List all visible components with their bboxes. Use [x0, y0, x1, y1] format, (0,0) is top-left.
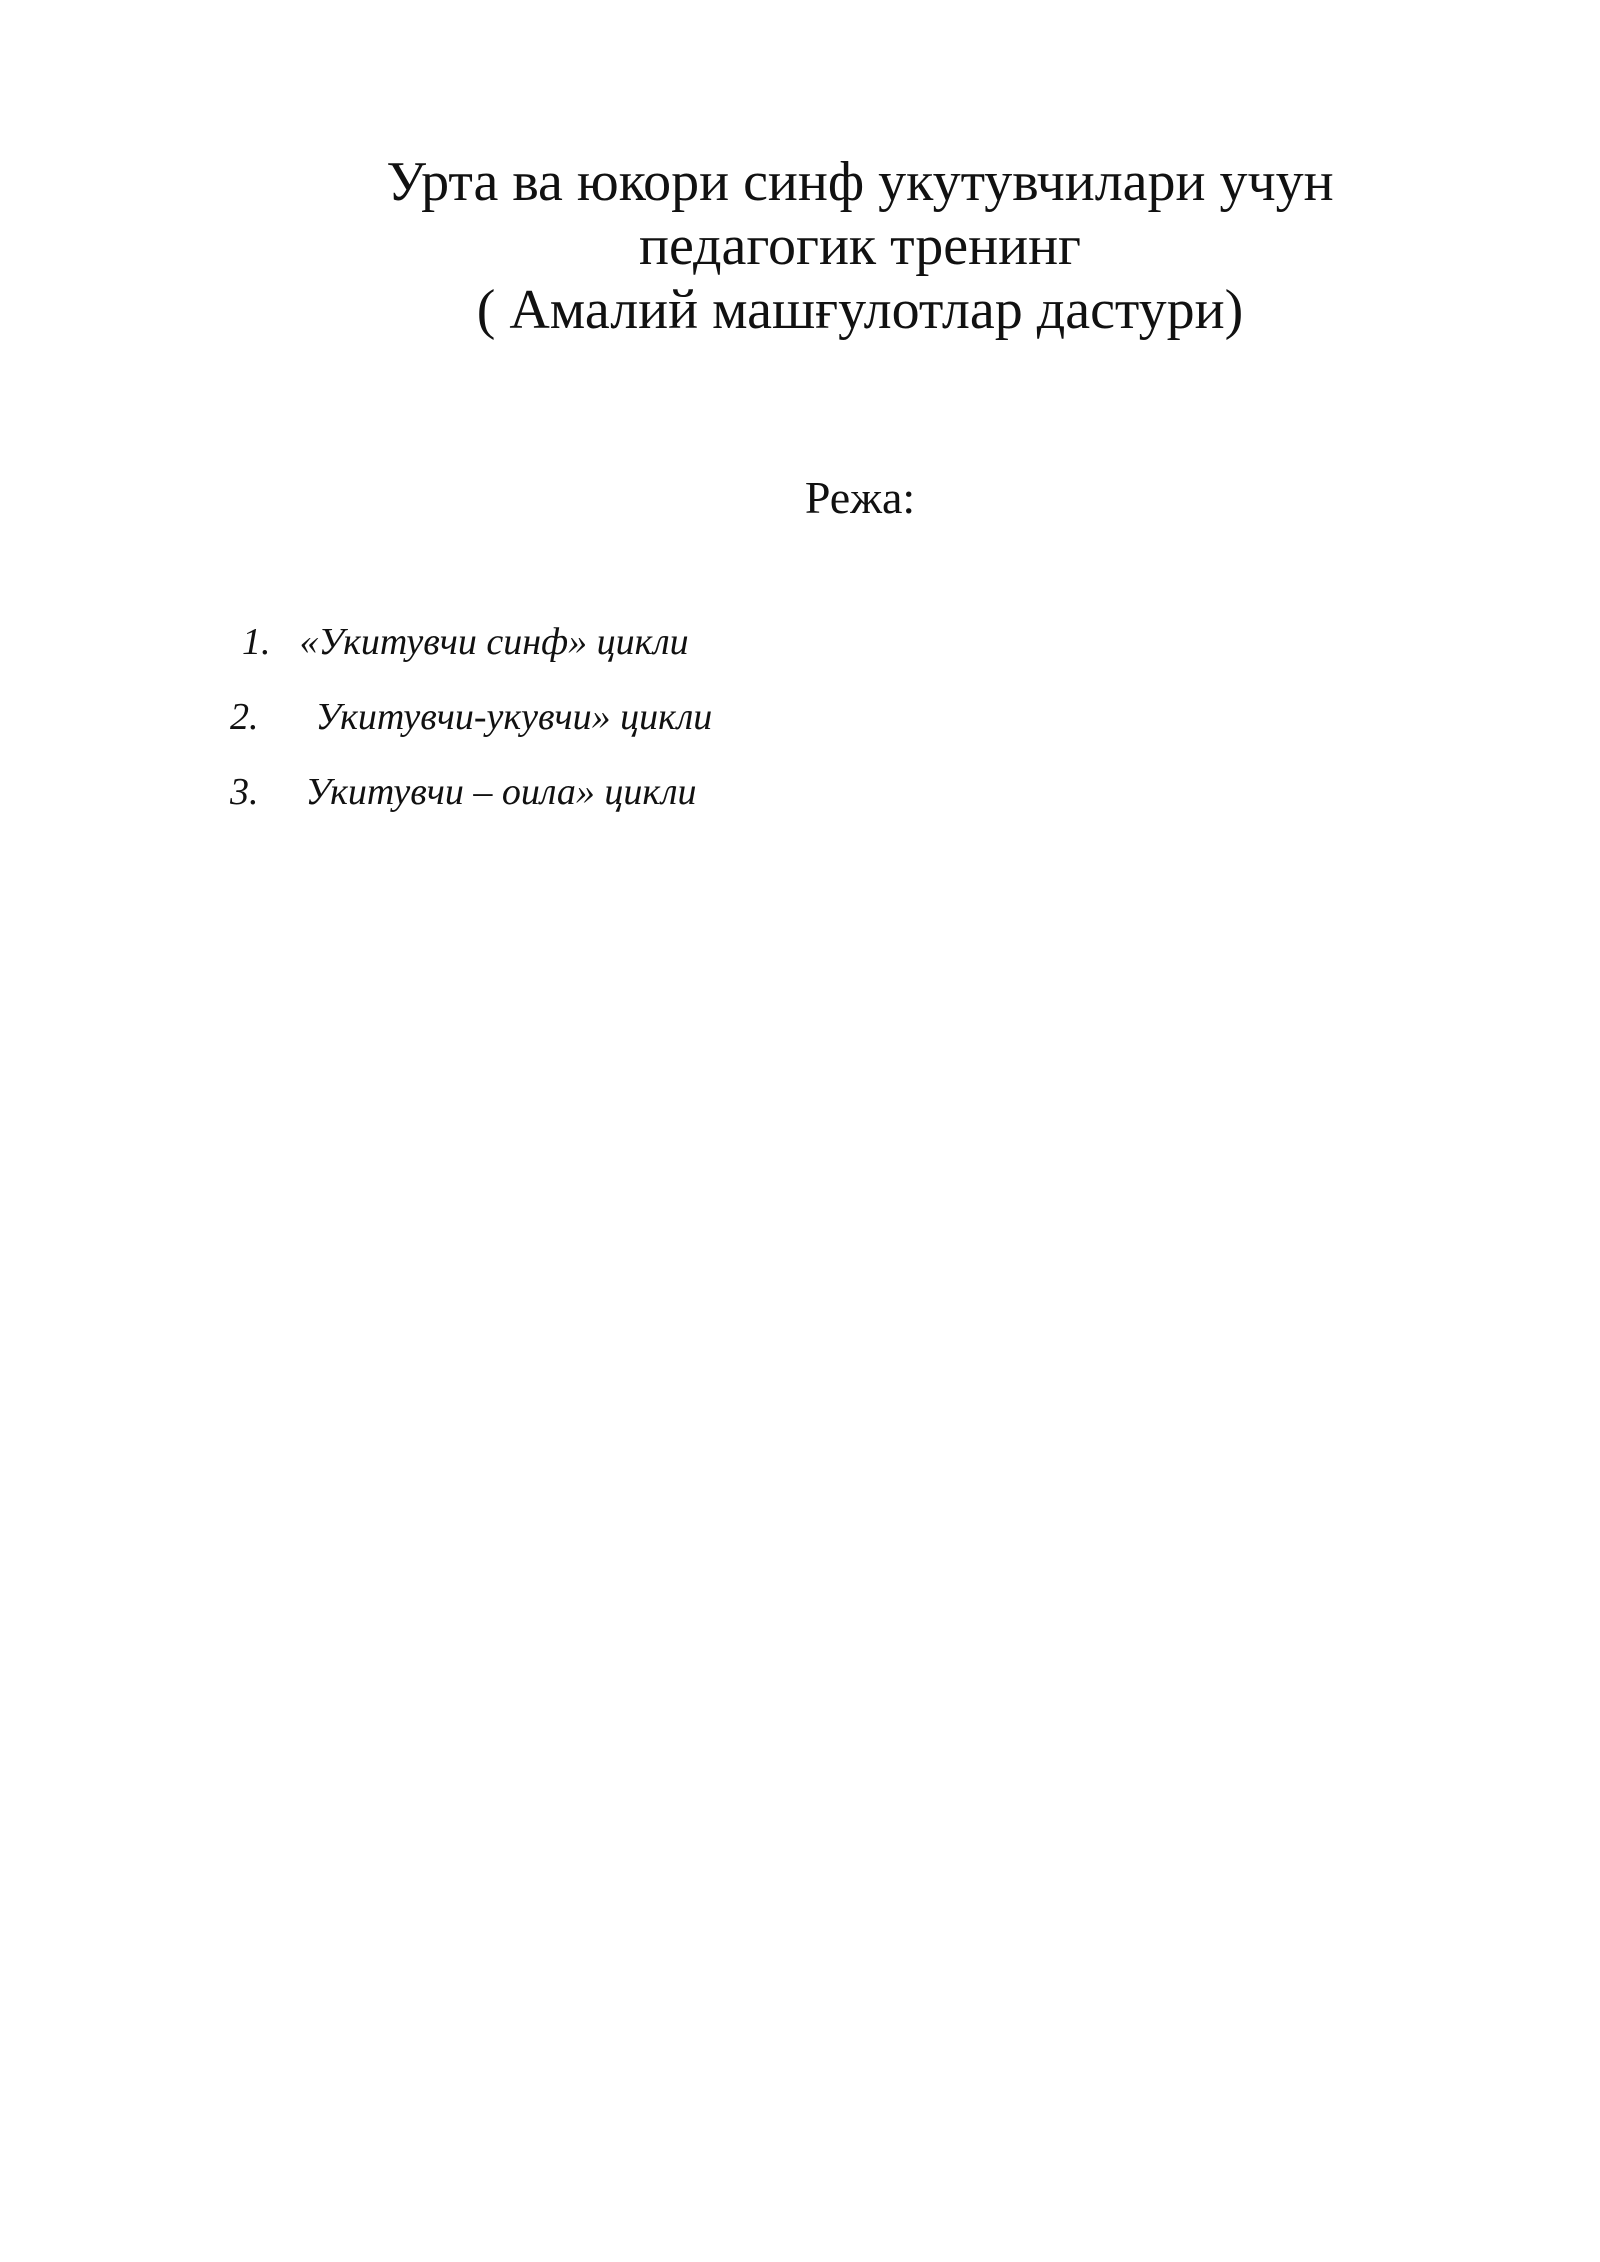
title-line-2: педагогик тренинг — [638, 215, 1082, 277]
plan-item-2 — [230, 695, 712, 739]
plan-item-text: Укитувчи – оила» цикли — [305, 771, 697, 813]
plan-item-number: 1. — [242, 621, 271, 663]
plan-item-text: «Укитувчи синф» цикли — [299, 621, 689, 663]
plan-item-1 — [242, 620, 689, 664]
plan-item-number: 2. — [230, 696, 259, 738]
document-title — [300, 150, 1420, 342]
title-line-3: ( Амалий машғулотлар дастури) — [476, 279, 1244, 341]
title-line-1: Урта ва юкори синф укутувчилари учун — [386, 151, 1334, 213]
plan-item-3 — [230, 770, 697, 814]
plan-item-number: 3. — [230, 771, 259, 813]
plan-heading: Режа: — [804, 472, 916, 523]
plan-item-text: Укитувчи-укувчи» цикли — [315, 696, 713, 738]
